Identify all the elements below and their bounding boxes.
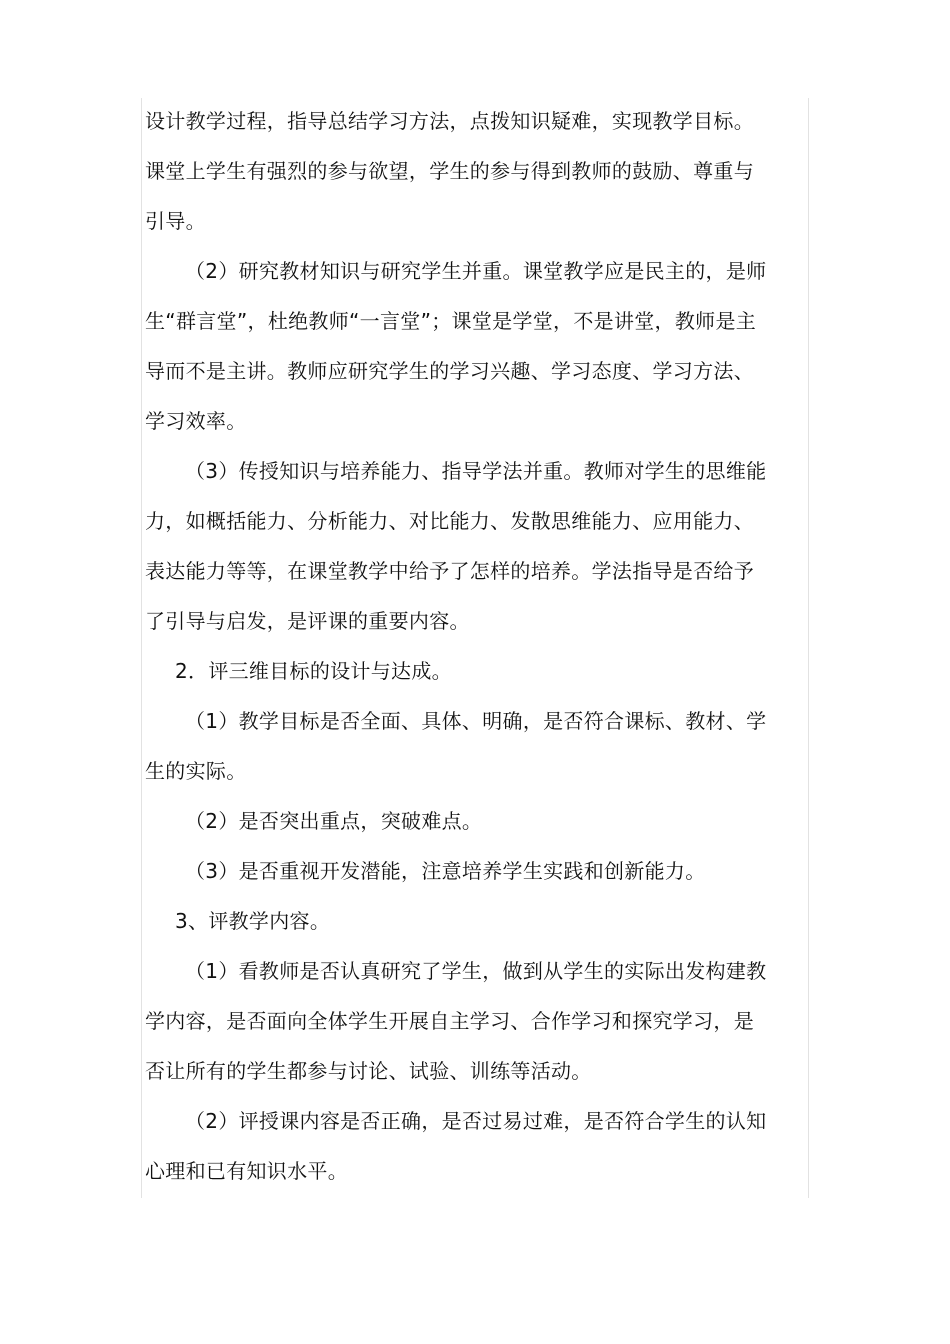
paragraph-line: 设计教学过程，指导总结学习方法，点拨知识疑难，实现教学目标。: [145, 109, 754, 133]
paragraph-line: 心理和已有知识水平。: [145, 1159, 348, 1183]
paragraph-line: 力，如概括能力、分析能力、对比能力、发散思维能力、应用能力、: [145, 509, 754, 533]
paragraph-line: 课堂上学生有强烈的参与欲望，学生的参与得到教师的鼓励、尊重与: [145, 159, 754, 183]
paragraph-line: 生的实际。: [145, 759, 247, 783]
paragraph-line: （3）传授知识与培养能力、指导学法并重。教师对学生的思维能: [185, 459, 767, 483]
paragraph-line: 表达能力等等，在课堂教学中给予了怎样的培养。学法指导是否给予: [145, 559, 754, 583]
paragraph-line: （2）评授课内容是否正确，是否过易过难，是否符合学生的认知: [185, 1109, 767, 1133]
paragraph-line: （2）研究教材知识与研究学生并重。课堂教学应是民主的，是师: [185, 259, 767, 283]
paragraph-line: 学习效率。: [145, 409, 247, 433]
paragraph-line: （1）教学目标是否全面、具体、明确，是否符合课标、教材、学: [185, 709, 767, 733]
paragraph-line: 生“群言堂”，杜绝教师“一言堂”；课堂是学堂，不是讲堂，教师是主: [145, 309, 757, 333]
paragraph-line: （1）看教师是否认真研究了学生，做到从学生的实际出发构建教: [185, 959, 767, 983]
document-body: [145, 96, 825, 1196]
paragraph-line: 导而不是主讲。教师应研究学生的学习兴趣、学习态度、学习方法、: [145, 359, 754, 383]
paragraph-line: 2．评三维目标的设计与达成。: [175, 659, 452, 683]
paragraph-line: 3、评教学内容。: [175, 909, 331, 933]
paragraph-line: （2）是否突出重点，突破难点。: [185, 809, 483, 833]
paragraph-line: 了引导与启发，是评课的重要内容。: [145, 609, 470, 633]
paragraph-line: （3）是否重视开发潜能，注意培养学生实践和创新能力。: [185, 859, 706, 883]
paragraph-line: 否让所有的学生都参与讨论、试验、训练等活动。: [145, 1059, 592, 1083]
paragraph-line: 学内容，是否面向全体学生开展自主学习、合作学习和探究学习，是: [145, 1009, 754, 1033]
paragraph-line: 引导。: [145, 209, 206, 233]
